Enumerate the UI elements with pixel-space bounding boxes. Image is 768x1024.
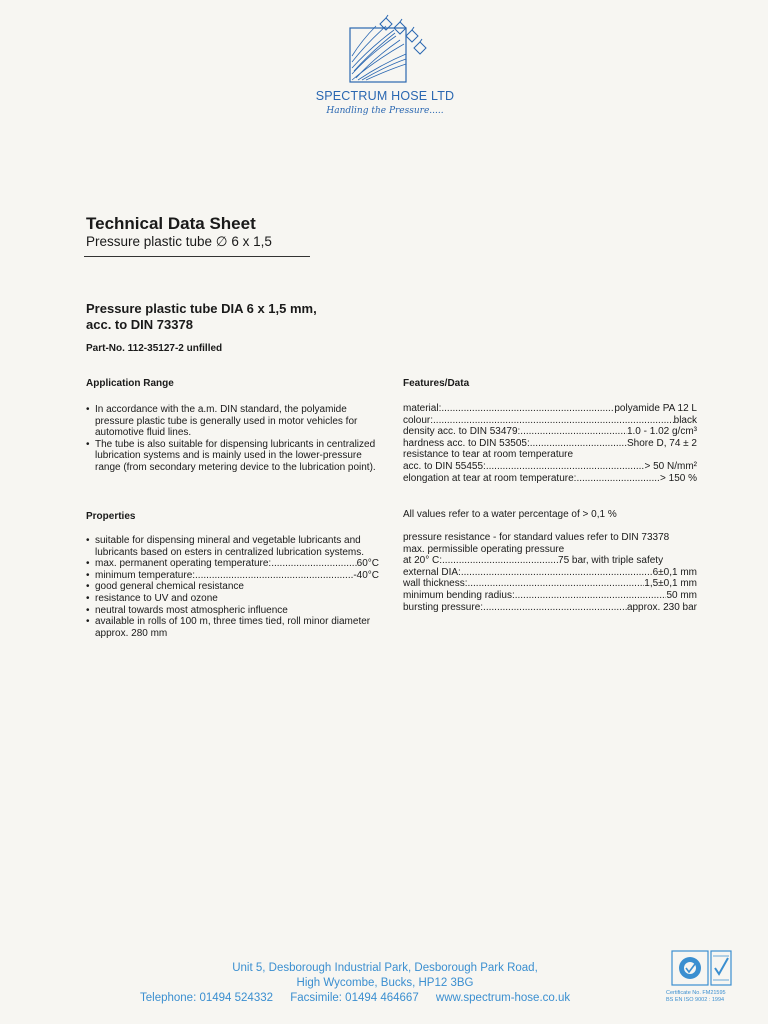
footer-website[interactable]: www.spectrum-hose.co.uk (435, 992, 571, 1004)
max-temp-label: • max. permanent operating temperature: (95, 558, 272, 570)
tear-resistance-intro: resistance to tear at room temperature (403, 449, 574, 461)
colour-label: colour: (403, 414, 434, 426)
bending-radius-value: 50 mm (666, 589, 697, 601)
part-number: Part-No. 112-35127-2 unfilled (86, 343, 223, 354)
feature-row-hardness (403, 438, 697, 450)
pressure-intro: pressure resistance - for standard values refer to DIN 73378 (403, 532, 670, 543)
list-item: • resistance to UV and ozone (86, 593, 390, 605)
properties-heading: Properties (86, 511, 136, 522)
title-divider (84, 256, 310, 257)
tear-label: acc. to DIN 55455: (403, 460, 486, 472)
features-heading: Features/Data (403, 378, 470, 389)
company-name: SPECTRUM HOSE LTD (315, 89, 455, 103)
footer-address-line1: Unit 5, Desborough Industrial Park, Desborough Park Road, (232, 962, 538, 974)
list-item: • neutral towards most atmospheric influence (86, 605, 390, 617)
list-item (86, 570, 390, 582)
certificate-number: Certificate No. FM21595 (666, 990, 726, 996)
material-value: polyamide PA 12 L (614, 403, 697, 414)
bursting-pressure-label: bursting pressure: (403, 601, 484, 613)
footer-contact (140, 992, 630, 1004)
at20-label: at 20° C: (403, 555, 443, 567)
product-heading-line1: Pressure plastic tube DIA 6 x 1,5 mm, (86, 301, 317, 316)
document-subtitle: Pressure plastic tube ∅ 6 x 1,5 (86, 234, 272, 249)
company-tagline: Handling the Pressure..... (326, 106, 444, 116)
hardness-label: hardness acc. to DIN 53505: (403, 437, 530, 449)
wall-thickness-value: 1,5±0,1 mm (644, 578, 697, 590)
max-pressure-label: max. permissible operating pressure (403, 543, 565, 555)
pressure-row-at20 (403, 555, 697, 567)
list-item: • The tube is also suitable for dispensing lubricants in centralized lubrication systems and is mainly used in the lower-pressure range (from secondary metering device to the lubrication point). (86, 439, 386, 474)
pressure-row-bursting (403, 602, 697, 614)
application-range-heading: Application Range (86, 378, 174, 389)
list-item (86, 558, 390, 570)
feature-row-elongation (403, 473, 697, 485)
material-label: material: (403, 403, 442, 414)
certification-badge-icon (671, 948, 733, 988)
feature-row-colour (403, 415, 697, 427)
product-heading (86, 301, 317, 332)
min-temp-label: • minimum temperature: (95, 569, 196, 581)
pressure-row-wall (403, 578, 697, 590)
list-item: • In accordance with the a.m. DIN standard, the polyamide pressure plastic tube is generally used in motor vehicles for automotive fluid lines. (86, 404, 386, 439)
features-data-table (403, 403, 697, 484)
pressure-row-bending (403, 590, 697, 602)
max-temp-value: 60°C (356, 558, 379, 570)
feature-row-material (403, 403, 697, 415)
feature-row-tear (403, 461, 697, 473)
wall-thickness-label: wall thickness: (403, 578, 468, 590)
footer-telephone: Telephone: 01494 524332 (140, 992, 274, 1004)
min-temp-value: -40°C (353, 569, 379, 581)
pressure-row-external-dia (403, 567, 697, 579)
properties-list (86, 535, 390, 639)
pressure-data-table (403, 532, 697, 613)
feature-row-density (403, 426, 697, 438)
tear-value: > 50 N/mm² (644, 460, 697, 472)
spectrum-hose-logo (336, 14, 432, 86)
product-heading-line2: acc. to DIN 73378 (86, 316, 193, 332)
footer-address-line2: High Wycombe, Bucks, HP12 3BG (296, 977, 474, 989)
list-item: • available in rolls of 100 m, three times tied, roll minor diameter approx. 280 mm (86, 616, 390, 639)
elongation-label: elongation at tear at room temperature: (403, 472, 577, 484)
external-dia-label: external DIA: (403, 566, 461, 578)
certificate-standard: BS EN ISO 9002 : 1994 (666, 997, 725, 1003)
elongation-value: > 150 % (660, 472, 697, 484)
list-item: • suitable for dispensing mineral and vegetable lubricants and lubricants based on esters in centralized lubrication systems. (86, 535, 390, 558)
water-percentage-note: All values refer to a water percentage of > 0,1 % (403, 509, 617, 520)
colour-value: black (673, 414, 697, 426)
hardness-value: Shore D, 74 ± 2 (627, 437, 697, 449)
bending-radius-label: minimum bending radius: (403, 589, 515, 601)
at20-value: 75 bar, with triple safety (558, 555, 664, 567)
document-title: Technical Data Sheet (86, 214, 256, 233)
density-value: 1.0 - 1.02 g/cm³ (626, 426, 697, 438)
external-dia-value: 6±0,1 mm (652, 566, 697, 578)
bursting-pressure-value: approx. 230 bar (626, 601, 697, 613)
density-label: density acc. to DIN 53479: (403, 426, 521, 438)
footer-facsimile: Facsimile: 01494 464667 (290, 992, 419, 1004)
application-range-list (86, 404, 386, 474)
list-item: • good general chemical resistance (86, 581, 390, 593)
